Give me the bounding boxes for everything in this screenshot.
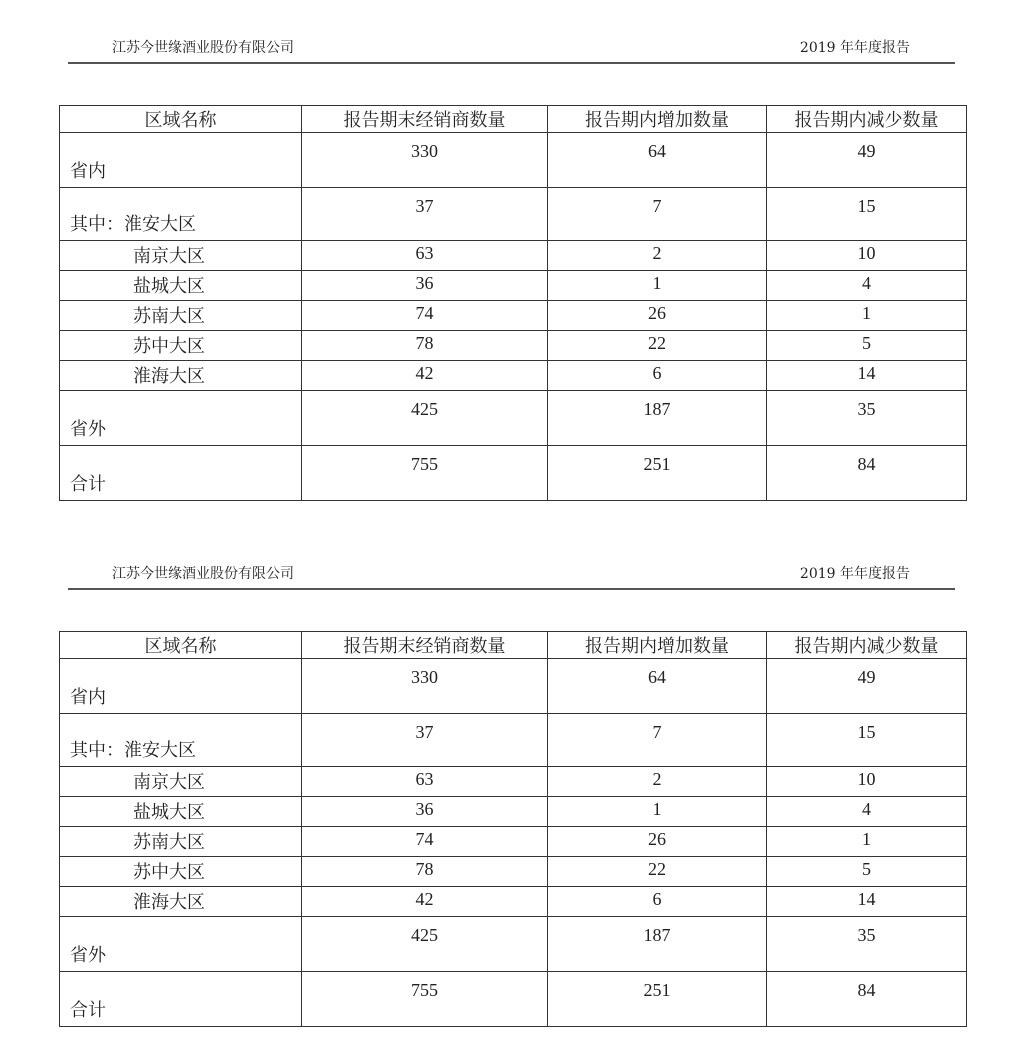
- cell-value: 42: [302, 887, 548, 917]
- region-name: 省内: [60, 659, 302, 714]
- region-name: 盐城大区: [60, 271, 302, 301]
- cell-value: 330: [302, 133, 548, 188]
- cell-value: 26: [548, 827, 767, 857]
- table-row: [60, 797, 967, 827]
- region-name: 省内: [60, 133, 302, 188]
- header-rule: [68, 588, 955, 590]
- region-name: 盐城大区: [60, 797, 302, 827]
- cell-value: 37: [302, 714, 548, 767]
- table-row: [60, 714, 967, 767]
- cell-value: 7: [548, 188, 767, 241]
- cell-value: 187: [548, 391, 767, 446]
- table-row: [60, 391, 967, 446]
- distributor-table: [59, 631, 967, 1027]
- cell-value: 36: [302, 797, 548, 827]
- cell-value: 2: [548, 241, 767, 271]
- table-row: [60, 659, 967, 714]
- column-header: 报告期末经销商数量: [302, 106, 548, 133]
- column-header: 报告期内减少数量: [767, 632, 967, 659]
- cell-value: 755: [302, 972, 548, 1027]
- cell-value: 10: [767, 767, 967, 797]
- table-row: [60, 917, 967, 972]
- cell-value: 5: [767, 331, 967, 361]
- cell-value: 35: [767, 917, 967, 972]
- table-row: [60, 188, 967, 241]
- column-header: 报告期末经销商数量: [302, 632, 548, 659]
- table-row: [60, 271, 967, 301]
- table-row: [60, 972, 967, 1027]
- cell-value: 26: [548, 301, 767, 331]
- table-header-row: [60, 632, 967, 659]
- cell-value: 22: [548, 331, 767, 361]
- company-name: 江苏今世缘酒业股份有限公司: [112, 40, 294, 56]
- cell-value: 84: [767, 972, 967, 1027]
- cell-value: 64: [548, 659, 767, 714]
- cell-value: 251: [548, 446, 767, 501]
- cell-value: 6: [548, 361, 767, 391]
- region-name: 苏中大区: [60, 857, 302, 887]
- cell-value: 78: [302, 857, 548, 887]
- region-name: 省外: [60, 391, 302, 446]
- table-row: [60, 767, 967, 797]
- column-header: 报告期内减少数量: [767, 106, 967, 133]
- cell-value: 425: [302, 917, 548, 972]
- region-name: 淮海大区: [60, 361, 302, 391]
- page-1: [0, 37, 1010, 537]
- region-name: 其中：淮安大区: [60, 188, 302, 241]
- cell-value: 5: [767, 857, 967, 887]
- column-header: 报告期内增加数量: [548, 106, 767, 133]
- cell-value: 187: [548, 917, 767, 972]
- cell-value: 78: [302, 331, 548, 361]
- cell-value: 84: [767, 446, 967, 501]
- cell-value: 49: [767, 133, 967, 188]
- table-row: [60, 301, 967, 331]
- column-header: 报告期内增加数量: [548, 632, 767, 659]
- report-title: 2019 年年度报告: [799, 566, 910, 582]
- table-row: [60, 331, 967, 361]
- page-2: [0, 563, 1010, 1063]
- table-row: [60, 133, 967, 188]
- cell-value: 14: [767, 887, 967, 917]
- table-header-row: [60, 106, 967, 133]
- cell-value: 74: [302, 301, 548, 331]
- region-name: 南京大区: [60, 767, 302, 797]
- region-name: 合计: [60, 972, 302, 1027]
- cell-value: 10: [767, 241, 967, 271]
- cell-value: 6: [548, 887, 767, 917]
- cell-value: 63: [302, 241, 548, 271]
- distributor-table: [59, 105, 967, 501]
- cell-value: 63: [302, 767, 548, 797]
- region-name: 苏南大区: [60, 301, 302, 331]
- cell-value: 1: [767, 301, 967, 331]
- table-row: [60, 361, 967, 391]
- cell-value: 42: [302, 361, 548, 391]
- region-name: 其中：淮安大区: [60, 714, 302, 767]
- table-row: [60, 887, 967, 917]
- region-name: 南京大区: [60, 241, 302, 271]
- region-name: 省外: [60, 917, 302, 972]
- table-row: [60, 241, 967, 271]
- region-name: 苏中大区: [60, 331, 302, 361]
- cell-value: 15: [767, 714, 967, 767]
- region-name: 苏南大区: [60, 827, 302, 857]
- cell-value: 14: [767, 361, 967, 391]
- cell-value: 37: [302, 188, 548, 241]
- table-row: [60, 827, 967, 857]
- column-header: 区域名称: [60, 632, 302, 659]
- cell-value: 15: [767, 188, 967, 241]
- region-name: 淮海大区: [60, 887, 302, 917]
- cell-value: 74: [302, 827, 548, 857]
- table-row: [60, 446, 967, 501]
- report-title: 2019 年年度报告: [799, 40, 910, 56]
- cell-value: 49: [767, 659, 967, 714]
- cell-value: 4: [767, 271, 967, 301]
- cell-value: 1: [767, 827, 967, 857]
- cell-value: 1: [548, 271, 767, 301]
- region-name: 合计: [60, 446, 302, 501]
- header-rule: [68, 62, 955, 64]
- cell-value: 755: [302, 446, 548, 501]
- cell-value: 1: [548, 797, 767, 827]
- cell-value: 64: [548, 133, 767, 188]
- cell-value: 7: [548, 714, 767, 767]
- cell-value: 425: [302, 391, 548, 446]
- company-name: 江苏今世缘酒业股份有限公司: [112, 566, 294, 582]
- column-header: 区域名称: [60, 106, 302, 133]
- cell-value: 36: [302, 271, 548, 301]
- cell-value: 330: [302, 659, 548, 714]
- cell-value: 251: [548, 972, 767, 1027]
- cell-value: 22: [548, 857, 767, 887]
- cell-value: 4: [767, 797, 967, 827]
- table-row: [60, 857, 967, 887]
- cell-value: 35: [767, 391, 967, 446]
- cell-value: 2: [548, 767, 767, 797]
